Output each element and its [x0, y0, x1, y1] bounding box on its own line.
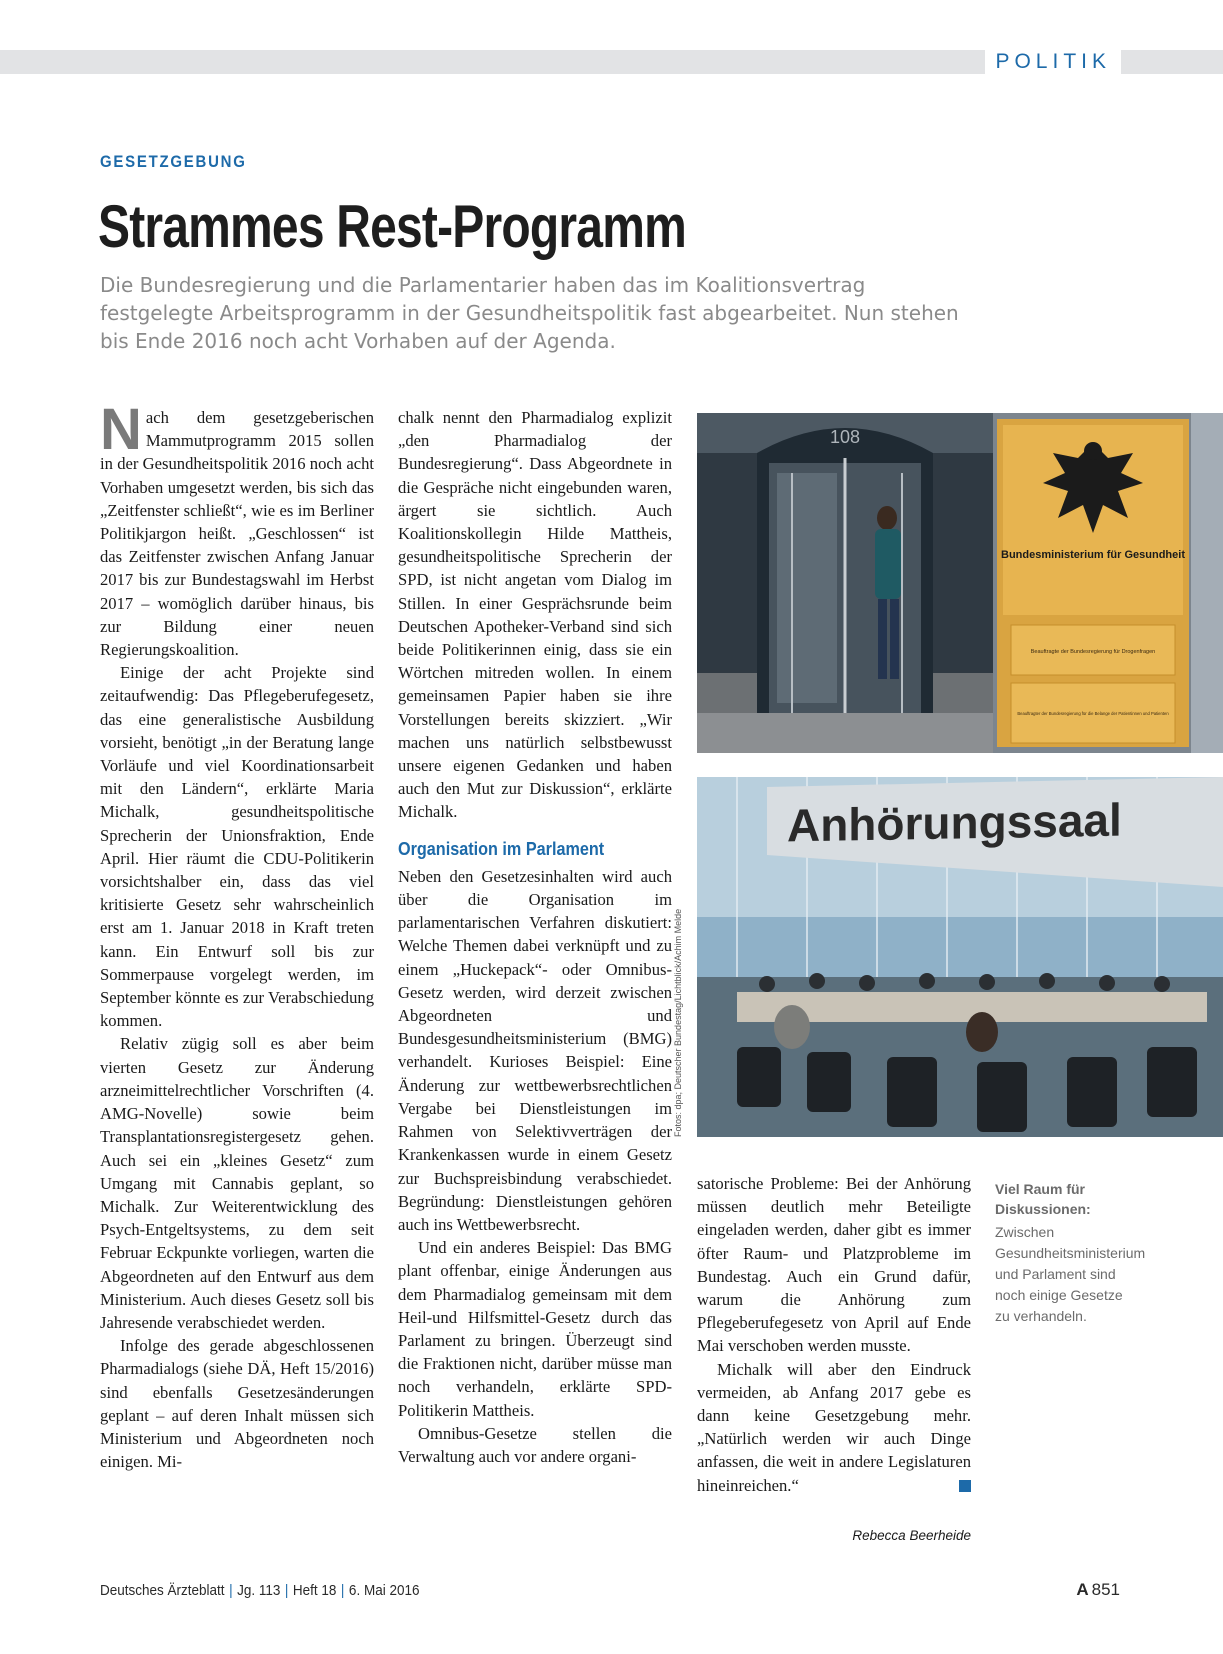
paragraph-text: Michalk will aber den Eindruck vermeiden, ab Anfang 2017 gebe es dann keine Gesetzgebung mehr. „Natürlich werden wir auch Dinge anfassen, die weit in andere Legislaturen hineinreichen.“: [697, 1359, 971, 1495]
text-column-3: [697, 1172, 971, 1497]
paragraph: Und ein anderes Beispiel: Das BMG plant offenbar, einige Änderungen aus dem Pharmadialog gemeinsam mit dem Heil-und Hilfsmittel-Gesetz durch das Parlament zu bringen. Überzeugt sind die Fraktionen nicht, darüber müsse man noch verhandeln, erklärte SPD-Politikerin Mattheis.: [398, 1238, 672, 1420]
paragraph: chalk nennt den Pharmadialog explizit „den Pharmadialog der Bundesregierung“. Dass Abgeordnete in die Gespräche nicht eingebunden waren, ärgert sie sichtlich. Auch Koalitionskollegin Hilde Mattheis, gesundheitspolitische Sprecherin der SPD, ist nicht angetan vom Dialog im Stillen. In einer Gesprächsrunde beim Deutschen Apotheker-Verband sind sich beide Politikerinnen einig, dass sie ein Wörtchen mitreden wollen. In einem gemeinsamen Papier haben sie ihre Vorstellungen bereits skizziert. „Wir machen uns natürlich selbstbewusst unsere eigenen Gedanken und haben auch den Mut zur Diskussion“, erklärte Michalk.: [398, 408, 672, 822]
plate-drug-commissioner: Beauftragte der Bundesregierung für Drogenfragen: [1030, 649, 1156, 655]
paragraph: Einige der acht Projekte sind zeitaufwendig: Das Pflegeberufegesetz, das eine generalistische Ausbildung vorsieht, benötigt „in der Beratung lange Vorläufe und viel Koordinationsarbeit mit den Ländern“, erklärte Maria Michalk, gesundheitspolitische Sprecherin der Unionsfraktion, Ende April. Hier räumt die CDU-Politikerin vorsichtshalber ein, dass das viel kritisierte Gesetz sehr wahrscheinlich erst am 1. Januar 2018 in Kraft treten kann. Ein Entwurf soll bis zur Sommerpause vorgelegt werden, im September könnte es zur Verabschiedung kommen.: [100, 663, 374, 1031]
divider: |: [229, 1582, 233, 1599]
photo-ministry-sign: [993, 413, 1223, 753]
footer-publication: [100, 1582, 419, 1599]
paragraph: [100, 397, 374, 661]
paragraph: Omnibus-Gesetze stellen die Verwaltung auch vor andere organi-: [398, 1423, 672, 1466]
subheading: Organisation im Parlament: [398, 838, 605, 859]
hearing-hall-illustration: [697, 777, 1223, 1137]
revolving-door-illustration: [697, 413, 993, 753]
paragraph: Relativ zügig soll es aber beim vierten Gesetz zur Änderung arzneimittelrechtlicher Vorschriften (4. AMG-Novelle) sowie beim Transplantationsregistergesetz gehen. Auch sei ein „kleines Gesetz“ zum Umgang mit Cannabis geplant, so Michalk. Zur Weiterentwicklung des Psych-Entgeltsystems, zu dem seit Februar Eckpunkte vorliegen, warten die Abgeordneten auf den Entwurf aus dem Ministerium. Auch dieses Gesetz soll bis Jahresende verabschiedet werden.: [100, 1034, 374, 1332]
ministry-name: Bundesministerium für Gesundheit: [1001, 549, 1185, 561]
paragraph: satorische Probleme: Bei der Anhörung müssen deutlich mehr Beteiligte eingeladen werden, daher gibt es immer öfter Raum- und Platzprobleme im Bundestag. Auch ein Grund dafür, warum die Anhörung zum Pflegeberufegesetz von April auf Ende Mai verschoben werden musste.: [697, 1174, 971, 1356]
hall-sign-text: Anhörungssaal: [787, 793, 1122, 852]
article-kicker: GESETZGEBUNG: [100, 152, 247, 171]
issue: Heft 18: [292, 1582, 337, 1599]
paragraph: Neben den Gesetzesinhalten wird auch über die Organisation im parlamentarischen Verfahren diskutiert: Welche Themen dabei verknüpft und zu einem „Huckepack“- oder Omnibus-Gesetz werden, wird derzeit zwischen Abgeordneten und Bundesgesundheitsministerium (BMG) verhandelt. Kurioses Beispiel: Eine Änderung zur wettbewerbsrechtlichen Vergabe bei Dienstleistungen im Rahmen von Selektivverträgen der Krankenkassen wurde in einem Gesetz zur Buchspreisbindung verabschiedet. Begründung: Dienstleistungen gehören auch ins Wettbewerbsrecht.: [398, 866, 672, 1234]
caption-text: Zwischen Gesundheitsministerium und Parlament sind noch einige Gesetze zu verhandeln.: [995, 1224, 1146, 1324]
plate-patient-commissioner: Beauftragter der Bundesregierung für die Belange der Patientinnen und Patienten: [1017, 711, 1169, 716]
drop-cap: N: [100, 397, 142, 462]
paragraph-text: ach dem gesetzgeberischen Mammutprogramm 2015 sollen in der Gesundheitspolitik 2016 noch acht Vorhaben umgesetzt werden, bis sich das „Zeitfenster schließt“, wie es im Berliner Politikjargon heißt. „Geschlossen“ ist das Zeitfenster zwischen Anfang Januar 2017 bis zur Bundestagswahl im Herbst 2017 – womöglich darüber hinaus, bis zur Bildung einer neuen Regierungskoalition.: [100, 408, 374, 660]
caption-title: Viel Raum für Diskussionen:: [995, 1181, 1091, 1217]
journal-name: Deutsches Ärzteblatt: [100, 1582, 225, 1599]
divider: |: [284, 1582, 289, 1599]
page-number: [1076, 1580, 1120, 1600]
article-lead: Die Bundesregierung und die Parlamentarier haben das im Koalitionsvertrag festgelegte Arbeitsprogramm in der Gesundheitspolitik fast abgearbeitet. Nun stehen bis Ende 2016 noch acht Vorhaben auf der Agenda.: [100, 273, 959, 353]
page-prefix: A: [1076, 1580, 1089, 1599]
paragraph: [697, 1358, 971, 1497]
photo-hearing-hall: [697, 777, 1223, 1137]
end-mark-icon: [959, 1480, 971, 1492]
volume: Jg. 113: [237, 1582, 281, 1599]
door-sign-number: 108: [829, 427, 861, 447]
article-headline: Strammes Rest-Programm: [98, 193, 686, 260]
text-column-1: [100, 397, 374, 1473]
photo-credit: Fotos: dpa; Deutscher Bundestag/Lichtblick/Achim Melde: [673, 908, 683, 1137]
section-label: POLITIK: [985, 47, 1121, 77]
article-author: Rebecca Beerheide: [852, 1528, 971, 1543]
paragraph: Infolge des gerade abgeschlossenen Pharmadialogs (siehe DÄ, Heft 15/2016) sind ebenfalls Gesetzesänderungen geplant – auf deren Inhalt müssen sich Ministerium und Abgeordneten noch einigen. Mi-: [100, 1336, 374, 1472]
divider: |: [340, 1582, 345, 1599]
ministry-sign-illustration: [993, 413, 1223, 753]
page-value: 851: [1091, 1580, 1120, 1599]
photo-revolving-door: [697, 413, 993, 753]
text-column-2: [398, 406, 672, 1468]
issue-date: 6. Mai 2016: [348, 1582, 420, 1599]
